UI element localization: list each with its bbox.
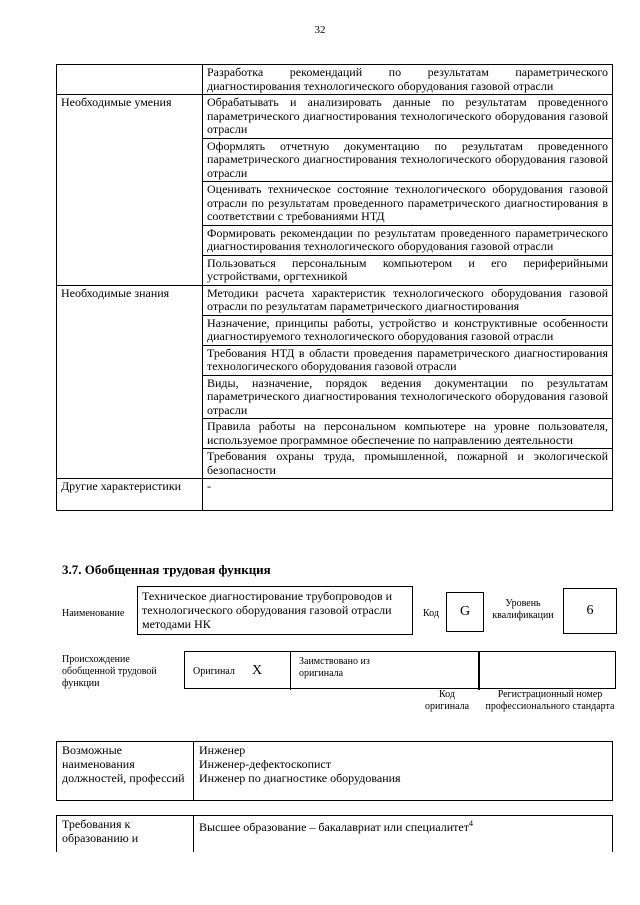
orig-code-cell: [479, 652, 480, 690]
footnote-mark: 4: [468, 819, 473, 828]
knowledge-group-label: Необходимые знания: [57, 285, 203, 479]
code-value-box: G: [446, 592, 484, 632]
table-cell: Оформлять отчетную документацию по результатам проведенного параметрического диагностирования технологического оборудования газовой отрасли: [203, 138, 613, 182]
orig-code-label: Код оригинала: [424, 689, 470, 712]
borrowed-cell: [291, 652, 479, 690]
position-item: Инженер-дефектоскопист: [199, 757, 331, 771]
continuation-label-cell: [57, 65, 203, 95]
original-label: Оригинал: [193, 666, 235, 677]
function-name-box: Техническое диагностирование трубопроводов и технологического оборудования газовой отрасли методами НК: [137, 586, 413, 635]
origin-row: [184, 651, 616, 689]
table-cell: Виды, назначение, порядок ведения документации по результатам параметрического диагностирования технологического оборудования газовой отрасли: [203, 375, 613, 419]
table-cell: Назначение, принципы работы, устройство и конструктивные особенности диагностируемого технологического оборудования газовой отрасли: [203, 315, 613, 345]
other-group-label: Другие характеристики: [57, 479, 203, 511]
level-value-box: 6: [563, 588, 617, 634]
education-table: [56, 815, 613, 852]
origin-label: Происхождение обобщенной трудовой функции: [62, 654, 157, 689]
positions-values: [194, 742, 613, 801]
borrowed-label: Заимствовано из оригинала: [299, 656, 370, 679]
table-cell: Разработка рекомендаций по результатам параметрического диагностирования технологического оборудования газовой отрасли: [203, 65, 613, 95]
reg-number-label: Регистрационный номер профессионального стандарта: [485, 689, 615, 712]
position-item: Инженер по диагностике оборудования: [199, 771, 401, 785]
education-value: Высшее образование – бакалавриат или специалитет: [199, 820, 469, 834]
section-title: 3.7. Обобщенная трудовая функция: [62, 562, 271, 577]
table-cell: Оценивать техническое состояние технологического оборудования газовой отрасли по результатам проведенного параметрического диагностирования в соответствии с требованиями НТД: [203, 182, 613, 226]
table-cell: Методики расчета характеристик технологического оборудования газовой отрасли по результатам параметрического диагностирования: [203, 285, 613, 315]
table-cell: Обрабатывать и анализировать данные по результатам проведенного параметрического диагностирования технологического оборудования газовой отрасли: [203, 95, 613, 139]
table-cell: Формировать рекомендации по результатам проведенного параметрического диагностирования технологического оборудования газовой отрасли: [203, 225, 613, 255]
table-cell: -: [203, 479, 613, 511]
original-cell: [185, 652, 291, 690]
table-cell: Пользоваться персональным компьютером и его периферийными устройствами, оргтехникой: [203, 255, 613, 285]
page-number: 32: [314, 24, 326, 36]
table-cell: Правила работы на персональном компьютере на уровне пользователя, используемое программное обеспечение по направлению деятельности: [203, 419, 613, 449]
name-label: Наименование: [62, 608, 125, 619]
skills-table: [56, 64, 613, 511]
position-item: Инженер: [199, 743, 246, 757]
original-mark: X: [252, 663, 263, 678]
level-label: Уровень квалификации: [492, 598, 554, 621]
positions-label: Возможные наименования должностей, профессий: [57, 742, 194, 801]
education-label: Требования к образованию и: [57, 816, 194, 853]
positions-table: [56, 741, 613, 801]
code-label: Код: [423, 608, 439, 619]
education-value-cell: [194, 816, 613, 853]
skills-group-label: Необходимые умения: [57, 95, 203, 286]
table-cell: Требования НТД в области проведения параметрического диагностирования технологического оборудования газовой отрасли: [203, 345, 613, 375]
table-cell: Требования охраны труда, промышленной, пожарной и экологической безопасности: [203, 449, 613, 479]
